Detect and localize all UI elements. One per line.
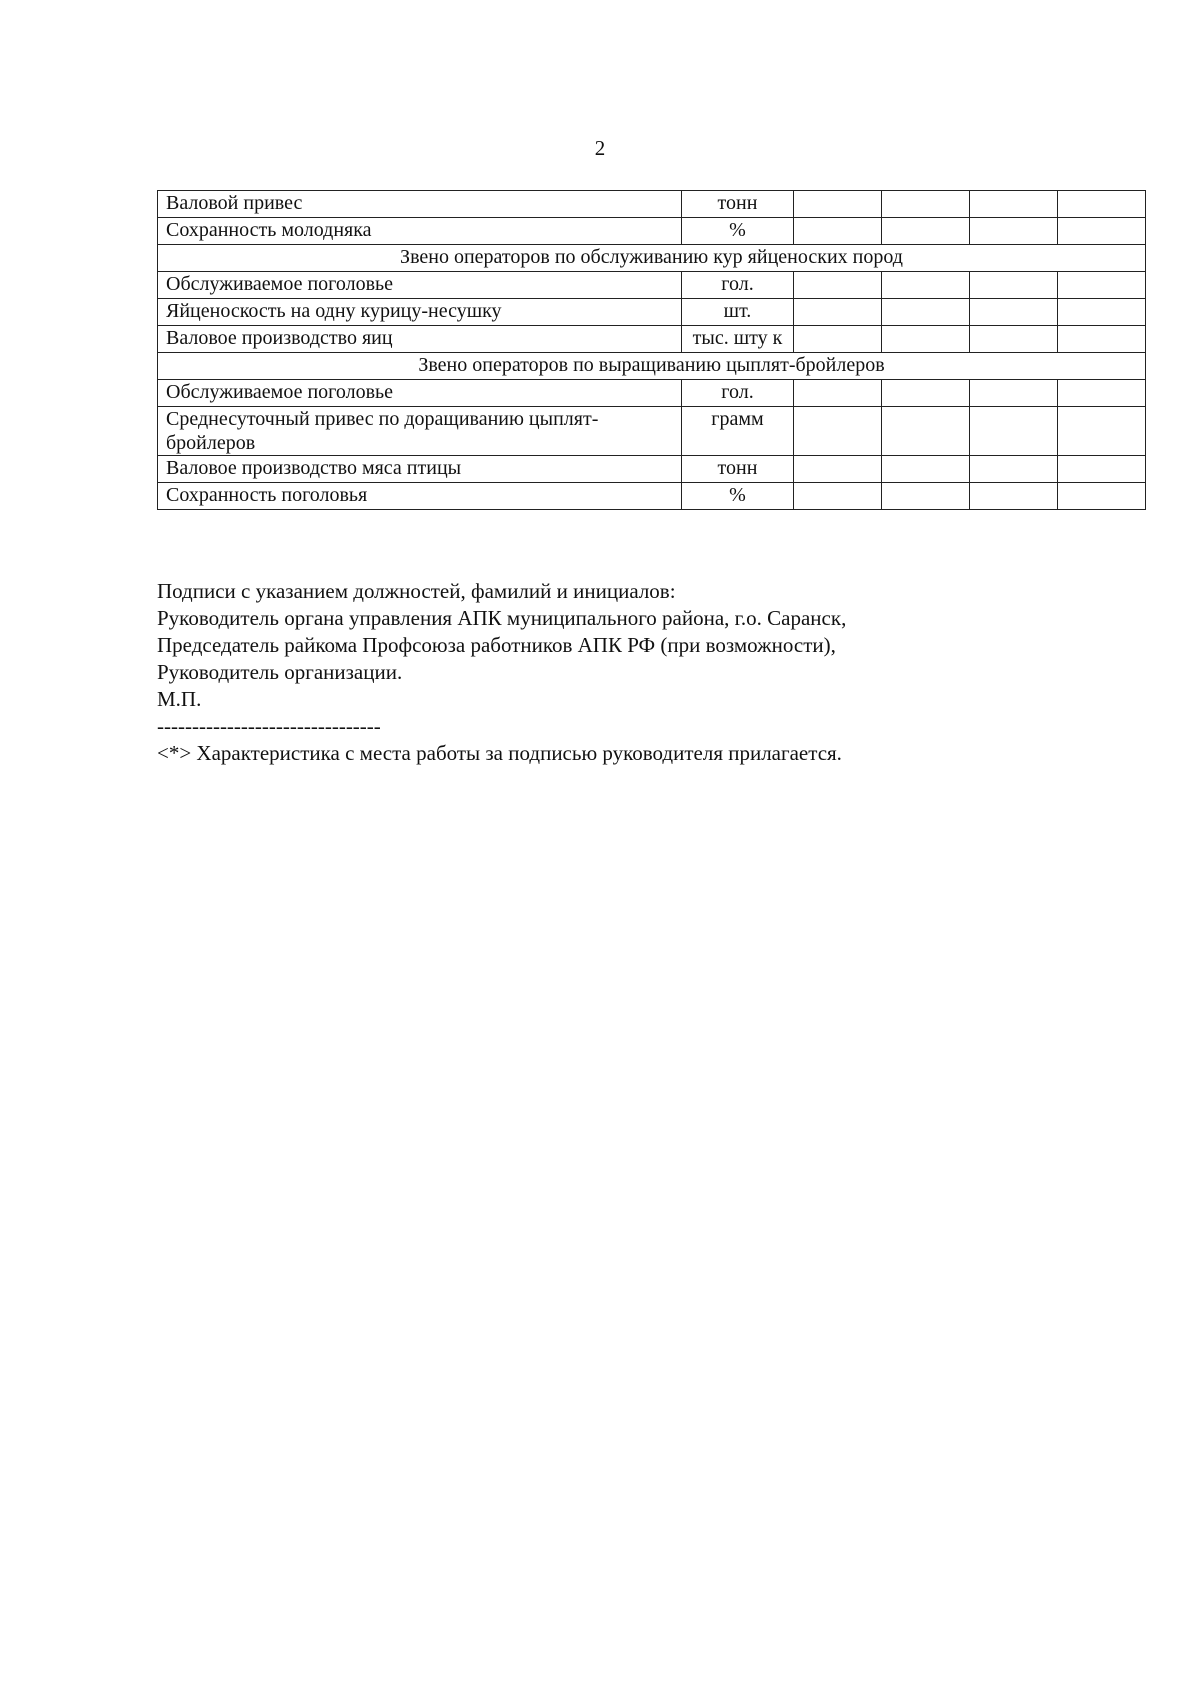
value-cell — [794, 326, 882, 353]
value-cell — [882, 483, 970, 510]
value-cell — [1058, 272, 1146, 299]
value-cell — [794, 272, 882, 299]
indicator-label: Обслуживаемое поголовье — [158, 272, 682, 299]
table-row — [158, 218, 1146, 245]
value-cell — [794, 218, 882, 245]
section-row — [158, 245, 1146, 272]
value-cell — [970, 191, 1058, 218]
signatures-intro: Подписи с указанием должностей, фамилий и инициалов: — [157, 579, 676, 603]
footnote-separator: -------------------------------- — [157, 714, 381, 738]
indicator-unit: гол. — [682, 380, 794, 407]
table-row — [158, 326, 1146, 353]
value-cell — [882, 272, 970, 299]
indicator-unit: % — [682, 218, 794, 245]
value-cell — [794, 299, 882, 326]
indicator-unit: % — [682, 483, 794, 510]
section-heading: Звено операторов по выращиванию цыплят-бройлеров — [158, 353, 1146, 380]
page-number: 2 — [594, 136, 606, 160]
indicator-unit: шт. — [682, 299, 794, 326]
value-cell — [1058, 218, 1146, 245]
value-cell — [970, 299, 1058, 326]
value-cell — [970, 326, 1058, 353]
table-row — [158, 299, 1146, 326]
indicator-unit: тонн — [682, 191, 794, 218]
value-cell — [882, 299, 970, 326]
indicator-unit: грамм — [682, 407, 794, 456]
value-cell — [1058, 299, 1146, 326]
value-cell — [882, 456, 970, 483]
indicator-label: Среднесуточный привес по доращиванию цыплят-бройлеров — [158, 407, 682, 456]
signature-line-apk-head: Руководитель органа управления АПК муниципального района, г.о. Саранск, — [157, 606, 847, 630]
table-row — [158, 483, 1146, 510]
value-cell — [882, 407, 970, 456]
section-row — [158, 353, 1146, 380]
indicator-label: Сохранность поголовья — [158, 483, 682, 510]
value-cell — [1058, 407, 1146, 456]
indicators-table-body — [158, 191, 1146, 510]
indicators-table — [157, 190, 1146, 510]
value-cell — [794, 407, 882, 456]
value-cell — [1058, 483, 1146, 510]
value-cell — [794, 483, 882, 510]
indicator-label: Яйценоскость на одну курицу-несушку — [158, 299, 682, 326]
indicator-label: Обслуживаемое поголовье — [158, 380, 682, 407]
value-cell — [1058, 191, 1146, 218]
table-row — [158, 191, 1146, 218]
signature-line-union-chair: Председатель райкома Профсоюза работников АПК РФ (при возможности), — [157, 633, 836, 657]
value-cell — [970, 380, 1058, 407]
indicator-unit: гол. — [682, 272, 794, 299]
value-cell — [882, 326, 970, 353]
indicator-label: Валовое производство яиц — [158, 326, 682, 353]
signatures-block — [157, 578, 1157, 767]
stamp-place: М.П. — [157, 687, 202, 711]
table-row — [158, 380, 1146, 407]
indicator-unit: тыс. шту к — [682, 326, 794, 353]
value-cell — [1058, 326, 1146, 353]
table-row — [158, 407, 1146, 456]
value-cell — [1058, 380, 1146, 407]
footnote: <*> Характеристика с места работы за подписью руководителя прилагается. — [157, 741, 842, 765]
table-row — [158, 456, 1146, 483]
value-cell — [1058, 456, 1146, 483]
table-row — [158, 272, 1146, 299]
value-cell — [970, 218, 1058, 245]
value-cell — [970, 272, 1058, 299]
indicator-label: Валовое производство мяса птицы — [158, 456, 682, 483]
indicator-unit: тонн — [682, 456, 794, 483]
value-cell — [970, 456, 1058, 483]
value-cell — [882, 191, 970, 218]
value-cell — [970, 483, 1058, 510]
value-cell — [882, 218, 970, 245]
indicator-label: Сохранность молодняка — [158, 218, 682, 245]
signature-line-org-head: Руководитель организации. — [157, 660, 403, 684]
section-heading: Звено операторов по обслуживанию кур яйценоских пород — [158, 245, 1146, 272]
value-cell — [794, 456, 882, 483]
value-cell — [794, 191, 882, 218]
value-cell — [882, 380, 970, 407]
indicator-label: Валовой привес — [158, 191, 682, 218]
value-cell — [794, 380, 882, 407]
value-cell — [970, 407, 1058, 456]
